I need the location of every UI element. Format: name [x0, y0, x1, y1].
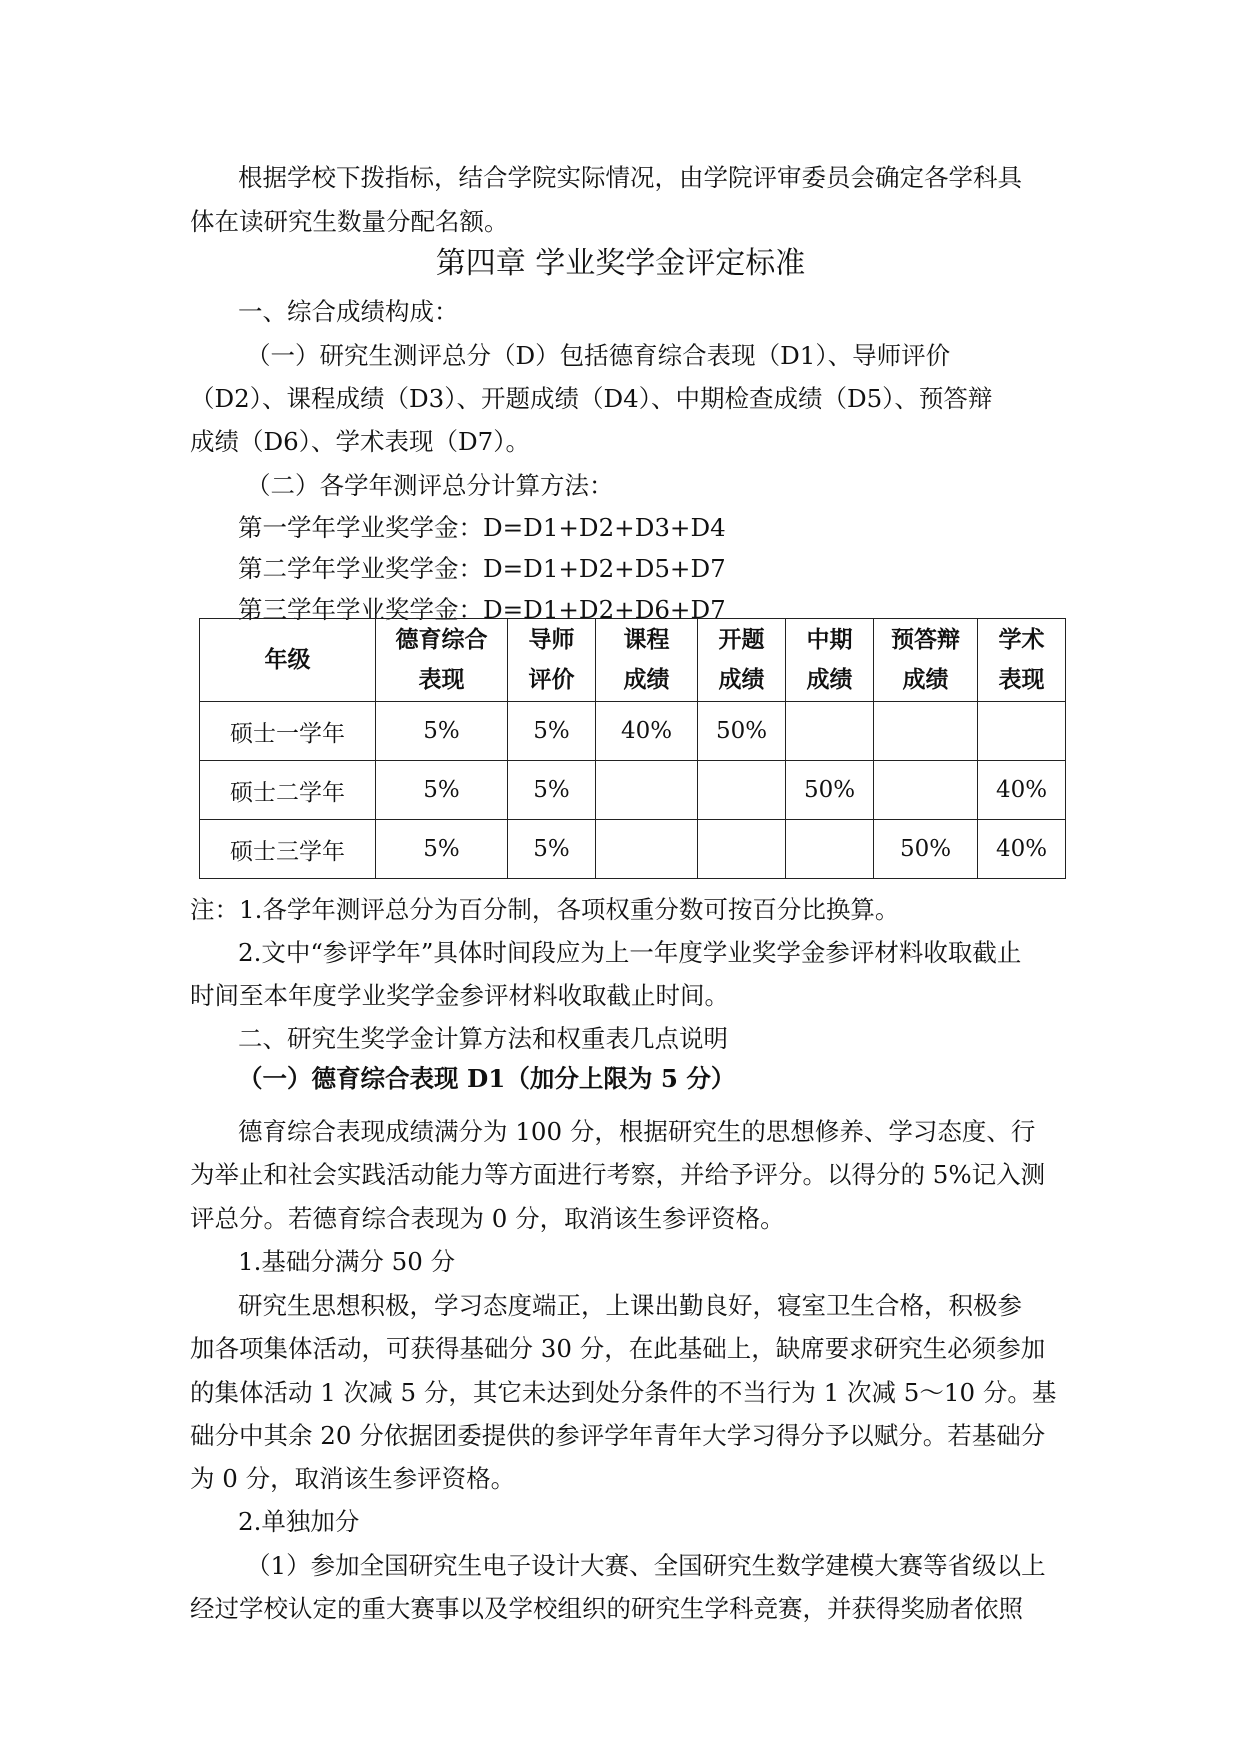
table-cell: 硕士一学年	[200, 702, 376, 761]
paragraph-line: 根据学校下拨指标，结合学院实际情况，由学院评审委员会确定各学科具	[238, 163, 1022, 192]
paragraph-line: 成绩（D6）、学术表现（D7）。	[190, 427, 530, 456]
note-line: 时间至本年度学业奖学金参评材料收取截止时间。	[190, 981, 729, 1010]
table-row	[200, 761, 1066, 820]
table-cell: 40%	[978, 820, 1066, 879]
table-header-row	[200, 619, 1066, 702]
header-cell: 导师 评价	[508, 619, 596, 702]
header-cell: 学术 表现	[978, 619, 1066, 702]
table-cell: 5%	[508, 702, 596, 761]
paragraph-line: 评总分。若德育综合表现为 0 分，取消该生参评资格。	[190, 1204, 785, 1233]
section-heading: 一、综合成绩构成：	[238, 297, 459, 326]
formula-line: 第三学年学业奖学金：D=D1+D2+D6+D7	[238, 595, 726, 624]
table-cell	[698, 761, 786, 820]
header-cell: 德育综合 表现	[376, 619, 508, 702]
formula-line: 第二学年学业奖学金：D=D1+D2+D5+D7	[238, 554, 726, 583]
table-cell: 50%	[786, 761, 874, 820]
paragraph-line: 为举止和社会实践活动能力等方面进行考察，并给予评分。以得分的 5%记入测	[190, 1160, 1046, 1189]
note-line: 注：1.各学年测评总分为百分制，各项权重分数可按百分比换算。	[190, 895, 900, 924]
header-cell: 课程 成绩	[596, 619, 698, 702]
table-cell	[874, 761, 978, 820]
subsection-heading: 2.单独加分	[238, 1507, 360, 1536]
table-cell	[978, 702, 1066, 761]
paragraph-line: 的集体活动 1 次减 5 分，其它未达到处分条件的不当行为 1 次减 5～10 分。基	[190, 1378, 1057, 1407]
paragraph-line: 体在读研究生数量分配名额。	[190, 207, 509, 236]
header-cell: 开题 成绩	[698, 619, 786, 702]
header-cell: 中期 成绩	[786, 619, 874, 702]
table-cell: 5%	[376, 761, 508, 820]
table-cell: 5%	[508, 820, 596, 879]
paragraph-line: （1）参加全国研究生电子设计大赛、全国研究生数学建模大赛等省级以上	[246, 1551, 1046, 1580]
table-cell: 5%	[376, 702, 508, 761]
table-cell	[874, 702, 978, 761]
table-cell: 5%	[508, 761, 596, 820]
subsection-heading: （一）德育综合表现 D1（加分上限为 5 分）	[238, 1064, 736, 1093]
paragraph-line: 研究生思想积极，学习态度端正，上课出勤良好，寝室卫生合格，积极参	[238, 1291, 1022, 1320]
weights-table	[199, 618, 1066, 879]
paragraph-line: 德育综合表现成绩满分为 100 分，根据研究生的思想修养、学习态度、行	[238, 1117, 1036, 1146]
table-cell: 硕士三学年	[200, 820, 376, 879]
table-cell: 40%	[596, 702, 698, 761]
table-cell	[596, 761, 698, 820]
note-line: 2.文中“参评学年”具体时间段应为上一年度学业奖学金参评材料收取截止	[238, 938, 1022, 967]
paragraph-line: 础分中其余 20 分依据团委提供的参评学年青年大学习得分予以赋分。若基础分	[190, 1421, 1046, 1450]
table-row	[200, 702, 1066, 761]
table-cell: 5%	[376, 820, 508, 879]
paragraph-line: 加各项集体活动，可获得基础分 30 分，在此基础上，缺席要求研究生必须参加	[190, 1334, 1046, 1363]
table-cell	[786, 702, 874, 761]
table-cell	[596, 820, 698, 879]
paragraph-line: （一）研究生测评总分（D）包括德育综合表现（D1）、导师评价	[246, 341, 951, 370]
subsection-heading: （二）各学年测评总分计算方法：	[246, 471, 614, 500]
paragraph-line: 为 0 分，取消该生参评资格。	[190, 1464, 516, 1493]
table-cell	[698, 820, 786, 879]
table-cell	[786, 820, 874, 879]
header-cell: 预答辩 成绩	[874, 619, 978, 702]
table-cell: 50%	[698, 702, 786, 761]
table-row	[200, 820, 1066, 879]
paragraph-line: 经过学校认定的重大赛事以及学校组织的研究生学科竞赛，并获得奖励者依照	[190, 1594, 1023, 1623]
table-cell: 50%	[874, 820, 978, 879]
table-cell: 40%	[978, 761, 1066, 820]
header-cell: 年级	[200, 619, 376, 702]
section-heading: 二、研究生奖学金计算方法和权重表几点说明	[238, 1024, 728, 1053]
formula-line: 第一学年学业奖学金：D=D1+D2+D3+D4	[238, 513, 726, 542]
chapter-title: 第四章 学业奖学金评定标准	[435, 246, 806, 281]
paragraph-line: （D2）、课程成绩（D3）、开题成绩（D4）、中期检查成绩（D5）、预答辩	[190, 384, 993, 413]
subsection-heading: 1.基础分满分 50 分	[238, 1247, 456, 1276]
table-cell: 硕士二学年	[200, 761, 376, 820]
